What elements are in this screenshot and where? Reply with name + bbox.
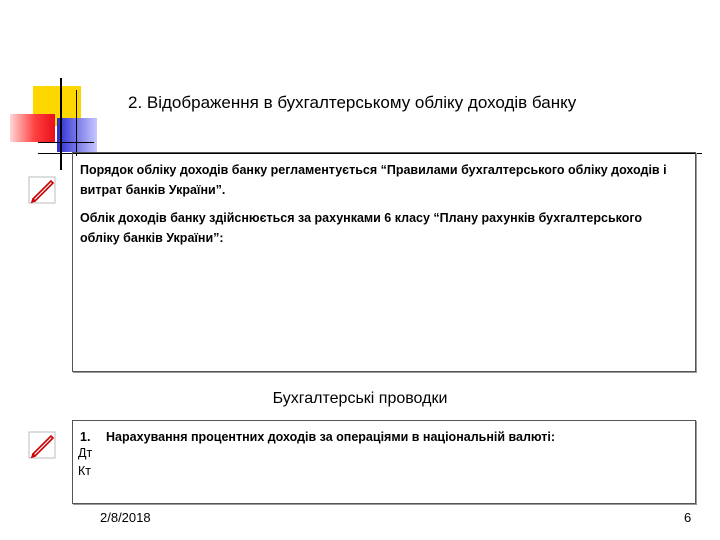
item-text: Нарахування процентних доходів за операціями в національній валюті: xyxy=(106,430,556,444)
slide-date: 2/8/2018 xyxy=(100,510,151,525)
subheading-entries: Бухгалтерські проводки xyxy=(272,390,448,407)
list-item-1 xyxy=(80,430,555,444)
item-number: 1. xyxy=(80,430,91,444)
debit-label: Дт xyxy=(78,446,93,460)
page-number: 6 xyxy=(684,510,692,525)
paragraph-regulation: Порядок обліку доходів банку регламентується “Правилами бухгалтерського обліку доходів і витрат банків України”. xyxy=(80,163,667,197)
credit-label: Кт xyxy=(78,464,92,478)
slide-title: 2. Відображення в бухгалтерському обліку доходів банку xyxy=(128,93,577,112)
pencil-icon xyxy=(24,172,60,208)
paragraph-accounts: Облік доходів банку здійснюється за рахунками 6 класу “Плану рахунків бухгалтерського обліку банків України”: xyxy=(80,211,643,245)
decorative-corner-graphic xyxy=(0,0,120,170)
pencil-icon xyxy=(24,427,60,463)
